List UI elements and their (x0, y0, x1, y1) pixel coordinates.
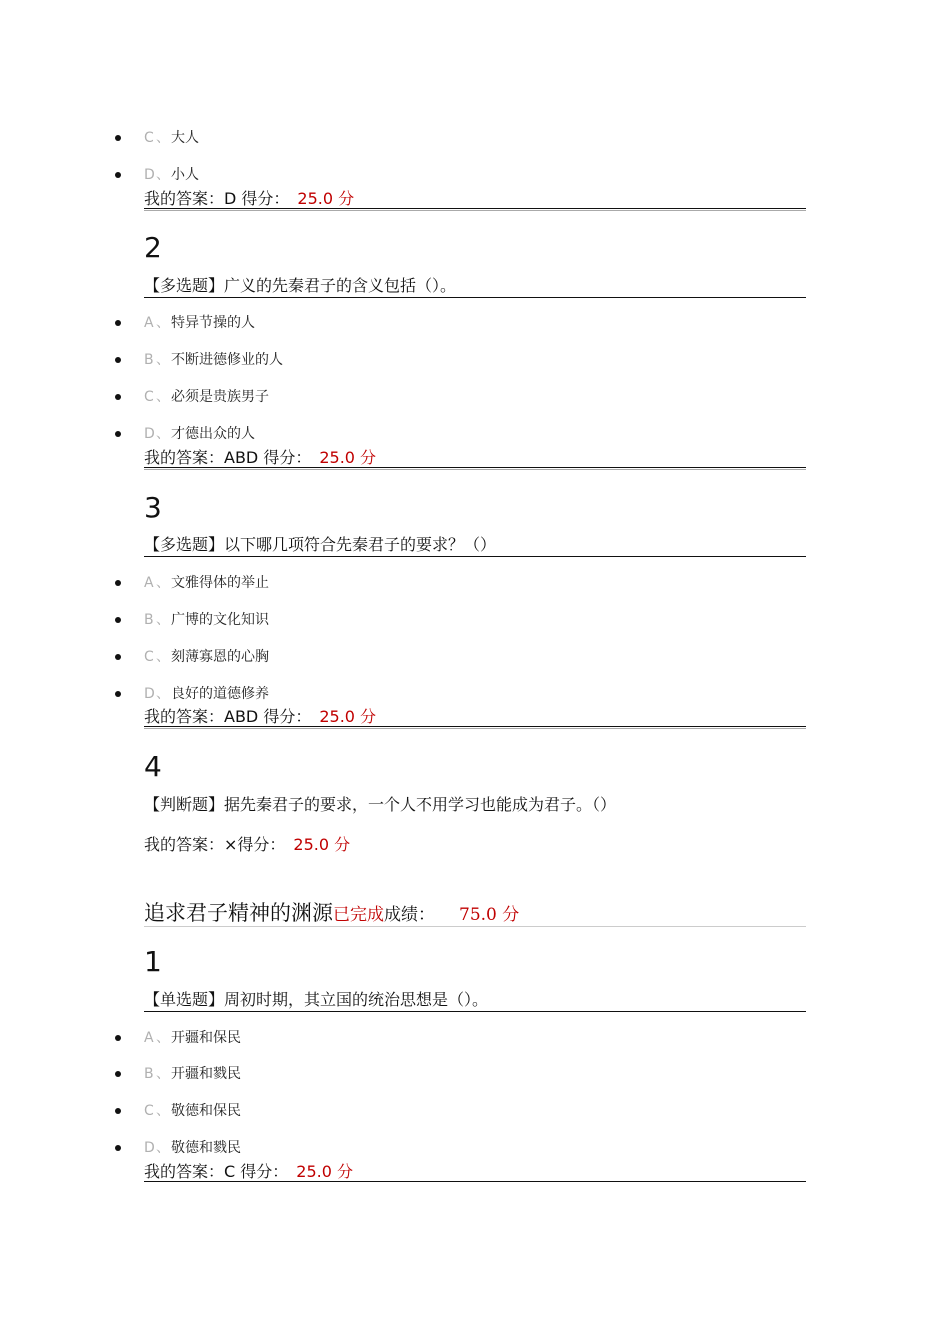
option-separator: 、 (156, 686, 170, 702)
option-separator: 、 (156, 1140, 170, 1156)
option-text: 文雅得体的举止 (171, 575, 269, 591)
bullet-icon (115, 691, 121, 697)
section-grade: 75.0 分 (459, 905, 520, 925)
divider (144, 1181, 806, 1182)
divider (144, 208, 806, 211)
answer-label: 我的答案：ABD 得分： (144, 707, 312, 726)
question-text: 【判断题】据先秦君子的要求，一个人不用学习也能成为君子。（） (144, 795, 617, 814)
option-text: 开疆和保民 (171, 1030, 241, 1046)
option-text: 刻薄寡恩的心胸 (171, 649, 269, 665)
my-answer (144, 706, 376, 728)
option-letter: C (144, 130, 154, 146)
question-number: 2 (144, 231, 162, 264)
bullet-icon (115, 1071, 121, 1077)
answer-score: 25.0 分 (319, 448, 377, 467)
option-separator: 、 (156, 1030, 170, 1046)
divider (144, 726, 806, 729)
answer-label: 我的答案：C 得分： (144, 1162, 289, 1181)
bullet-icon (115, 580, 121, 586)
option-text: 敬德和保民 (171, 1103, 241, 1119)
my-answer (144, 188, 354, 210)
option-separator: 、 (156, 1103, 170, 1119)
divider (144, 1011, 806, 1012)
option-text: 开疆和戮民 (171, 1066, 241, 1082)
answer-label: 我的答案：D 得分： (144, 189, 290, 208)
question-number: 3 (144, 491, 162, 524)
answer-label: 我的答案：ABD 得分： (144, 448, 312, 467)
option-separator: 、 (156, 575, 170, 591)
bullet-icon (115, 617, 121, 623)
bullet-icon (115, 1035, 121, 1041)
answer-score: 25.0 分 (293, 835, 351, 854)
option-text: 不断进德修业的人 (171, 352, 283, 368)
option-letter: A (144, 575, 154, 591)
option-letter: A (144, 315, 154, 331)
option-text: 小人 (171, 167, 199, 183)
question-number: 4 (144, 750, 162, 783)
bullet-icon (115, 320, 121, 326)
question-number: 1 (144, 945, 162, 978)
divider (144, 297, 806, 298)
divider (144, 926, 806, 927)
answer-score: 25.0 分 (296, 1162, 353, 1181)
option-separator: 、 (156, 315, 170, 331)
option-text: 才德出众的人 (171, 426, 255, 442)
option-text: 广博的文化知识 (171, 612, 269, 628)
option-text: 敬德和戮民 (171, 1140, 241, 1156)
my-answer (144, 447, 376, 469)
completion-status: 已完成 (333, 905, 384, 925)
question-text: 【多选题】广义的先秦君子的含义包括（）。 (144, 276, 457, 295)
option-letter: D (144, 686, 155, 702)
option-text: 良好的道德修养 (171, 686, 269, 702)
bullet-icon (115, 654, 121, 660)
bullet-icon (115, 172, 121, 178)
option-letter: B (144, 1066, 154, 1082)
option-separator: 、 (156, 352, 170, 368)
answer-score: 25.0 分 (319, 707, 377, 726)
option-separator: 、 (156, 426, 170, 442)
bullet-icon (115, 431, 121, 437)
option-text: 大人 (171, 130, 199, 146)
option-separator: 、 (156, 389, 170, 405)
option-text: 必须是贵族男子 (171, 389, 269, 405)
divider (144, 556, 806, 557)
bullet-icon (115, 135, 121, 141)
question-text: 【单选题】周初时期，其立国的统治思想是（）。 (144, 990, 489, 1009)
option-separator: 、 (156, 649, 170, 665)
option-letter: D (144, 1140, 155, 1156)
option-separator: 、 (156, 1066, 170, 1082)
option-letter: B (144, 612, 154, 628)
bullet-icon (115, 1145, 121, 1151)
option-letter: D (144, 167, 155, 183)
option-letter: B (144, 352, 154, 368)
question-text: 【多选题】以下哪几项符合先秦君子的要求？（） (144, 535, 497, 554)
grade-label: 成绩： (384, 905, 435, 925)
answer-label: 我的答案：×得分： (144, 835, 286, 854)
option-letter: A (144, 1030, 154, 1046)
option-separator: 、 (156, 130, 170, 146)
option-text: 特异节操的人 (171, 315, 255, 331)
option-letter: C (144, 649, 154, 665)
option-letter: C (144, 1103, 154, 1119)
my-answer (144, 834, 350, 856)
bullet-icon (115, 394, 121, 400)
option-letter: D (144, 426, 155, 442)
divider (144, 467, 806, 470)
bullet-icon (115, 1108, 121, 1114)
my-answer (144, 1161, 353, 1183)
option-separator: 、 (156, 167, 170, 183)
bullet-icon (115, 357, 121, 363)
option-letter: C (144, 389, 154, 405)
option-separator: 、 (156, 612, 170, 628)
answer-score: 25.0 分 (297, 189, 355, 208)
section-name: 追求君子精神的渊源 (144, 901, 333, 925)
